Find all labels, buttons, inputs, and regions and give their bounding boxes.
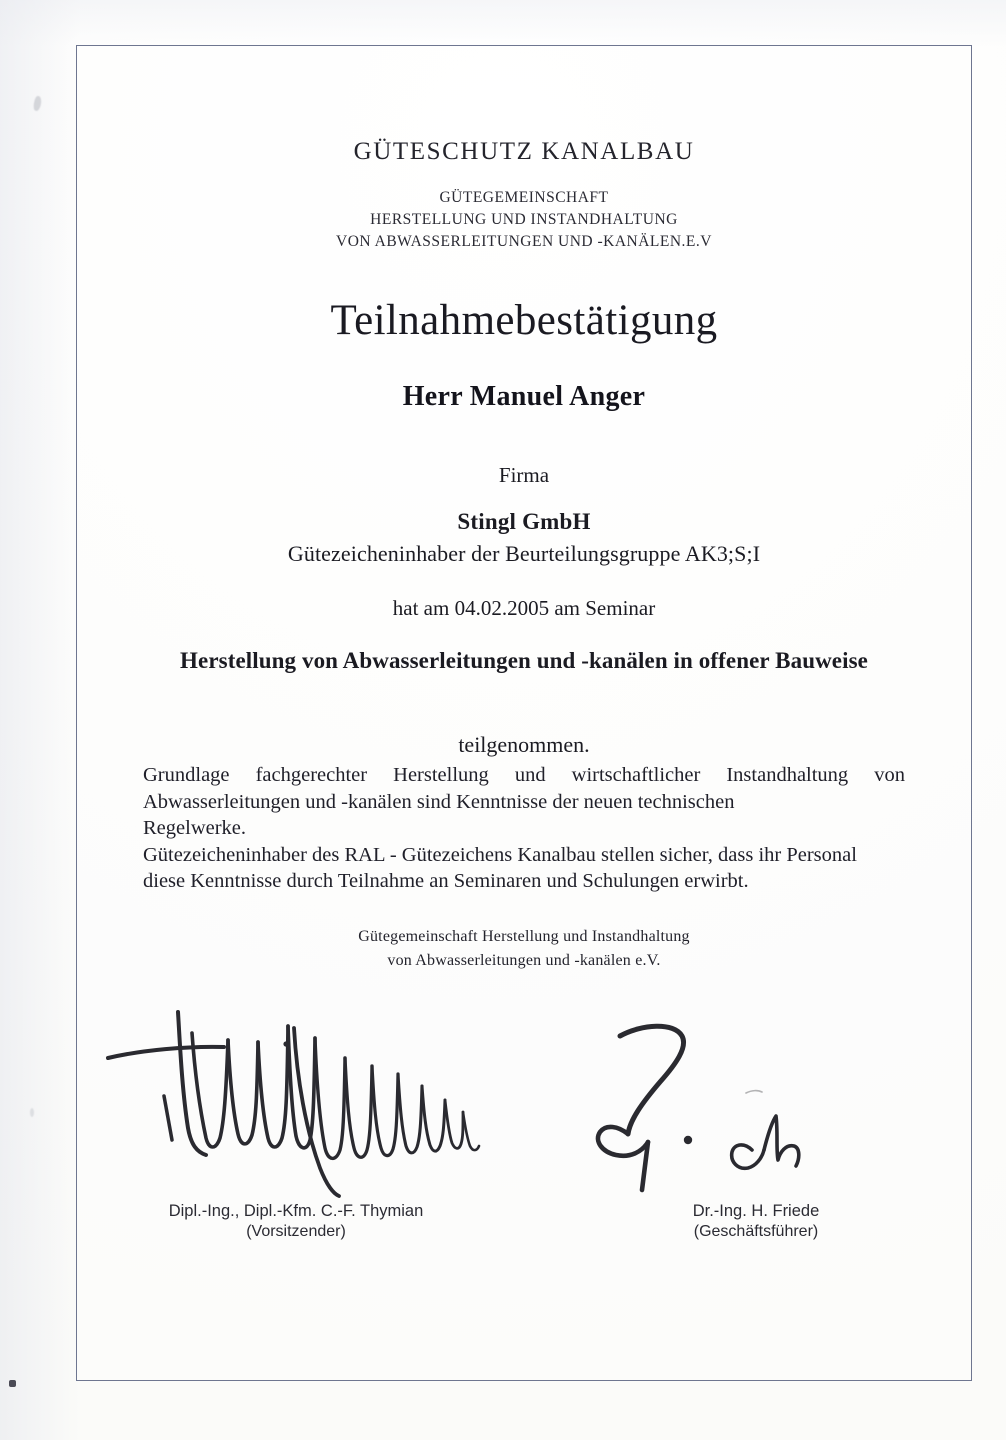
company-label: Firma: [498, 463, 550, 487]
signature-role-chairman: (Vorsitzender): [246, 1223, 346, 1240]
participation-word: teilgenommen.: [458, 732, 590, 757]
body-paragraph-2-line-2: diese Kenntnisse durch Teilnahme an Seminaren und Schulungen erwirbt.: [143, 870, 749, 892]
signing-organisation-line-2: von Abwasserleitungen und -kanälen e.V.: [387, 952, 661, 969]
signature-ink-friede: [556, 1000, 956, 1200]
signature-area: [76, 1000, 972, 1300]
signing-organisation-line-1: Gütegemeinschaft Herstellung und Instandhaltung: [358, 928, 690, 945]
attendance-date-line: hat am 04.02.2005 am Seminar: [392, 596, 656, 620]
handwritten-signature-icon: [556, 1000, 956, 1200]
signing-organisation: [76, 925, 972, 973]
signature-block-chairman: [96, 1000, 496, 1241]
signature-name-chairman: Dipl.-Ing., Dipl.-Kfm. C.-F. Thymian: [168, 1202, 424, 1220]
handwritten-signature-icon: [96, 1000, 496, 1200]
organisation-subtitle-line-1: GÜTEGEMEINSCHAFT: [439, 189, 609, 206]
body-paragraph-1-last-line: Regelwerke.: [143, 817, 247, 839]
organisation-subtitle-line-3: VON ABWASSERLEITUNGEN UND -KANÄLEN.E.V: [336, 233, 712, 250]
recipient-name: Herr Manuel Anger: [402, 381, 646, 412]
certificate-title: Teilnahmebestätigung: [330, 297, 718, 344]
signature-role-managing-director: (Geschäftsführer): [693, 1223, 819, 1240]
certificate-body-text: [143, 762, 905, 895]
body-paragraph-1-text: Grundlage fachgerechter Herstellung und wirtschaftlicher Instandhaltung von Abwasserleitungen und -kanälen sind Kenntnisse der neuen technischen: [143, 764, 905, 813]
signature-block-managing-director: [556, 1000, 956, 1241]
organisation-subtitle-line-2: HERSTELLUNG UND INSTANDHALTUNG: [370, 211, 678, 228]
company-qualification: Gütezeicheninhaber der Beurteilungsgruppe AK3;S;I: [287, 541, 761, 566]
organisation-subtitle: [76, 187, 972, 253]
organisation-title: GÜTESCHUTZ KANALBAU: [353, 138, 695, 165]
signature-ink-thymian: [96, 1000, 496, 1200]
body-paragraph-1: [143, 762, 905, 842]
signature-name-managing-director: Dr.-Ing. H. Friede: [692, 1202, 820, 1220]
seminar-title: Herstellung von Abwasserleitungen und -kanälen in offener Bauweise: [180, 648, 868, 673]
certificate-content: [76, 45, 972, 1381]
body-paragraph-2-line-1: Gütezeicheninhaber des RAL - Gütezeichens Kanalbau stellen sicher, dass ihr Personal: [143, 843, 857, 866]
body-paragraph-2: [143, 842, 905, 895]
company-name: Stingl GmbH: [457, 509, 591, 534]
